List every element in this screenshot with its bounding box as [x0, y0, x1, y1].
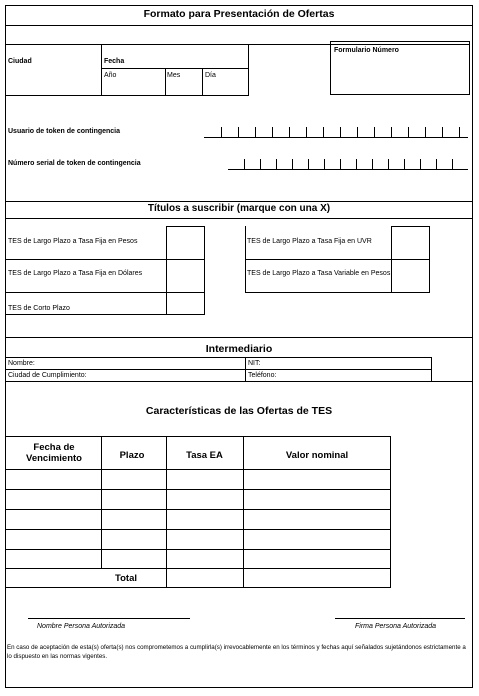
date-box-edge — [248, 44, 249, 96]
divider — [245, 292, 391, 293]
firma-signature-line[interactable] — [335, 618, 465, 619]
anio-field[interactable]: Año — [104, 72, 117, 79]
table-row[interactable] — [6, 490, 390, 509]
divider — [5, 337, 473, 338]
telefono-field[interactable]: Teléfono: — [248, 372, 277, 379]
col-fecha-vencimiento: Fecha de Vencimiento — [26, 442, 82, 464]
tes-largo-variable-label: TES de Largo Plazo a Tasa Variable en Pesos — [247, 270, 391, 277]
divider — [5, 95, 249, 96]
ofertas-heading: Características de las Ofertas de TES — [145, 405, 333, 417]
formulario-label: Formulario Número — [334, 47, 399, 54]
divider — [5, 314, 166, 315]
divider — [5, 357, 432, 358]
col-valor-nominal: Valor nominal — [285, 450, 349, 461]
disclaimer-text: En caso de aceptación de esta(s) oferta(s) nos comprometemos a cumplirla(s) irrevocablemente en los términos y fechas aquí señalados sujetándonos estrictamente a lo dispuesto en las normas vigentes. — [7, 644, 466, 660]
table-row[interactable] — [6, 470, 390, 489]
nit-field[interactable]: NIT: — [248, 360, 261, 367]
tes-largo-dolares-label: TES de Largo Plazo a Tasa Fija en Dólares — [8, 270, 143, 277]
divider — [5, 201, 473, 202]
tes-corto-label: TES de Corto Plazo — [8, 305, 70, 312]
table-row[interactable] — [6, 550, 390, 568]
total-value-cell[interactable] — [244, 569, 390, 587]
divider — [5, 25, 473, 26]
divider — [5, 259, 166, 260]
firma-persona-label: Firma Persona Autorizada — [355, 623, 437, 630]
divider — [101, 44, 102, 96]
tes-largo-uvr-checkbox[interactable] — [391, 226, 430, 260]
total-label: Total — [115, 573, 137, 584]
dia-field[interactable]: Día — [205, 72, 216, 79]
serial-token-label: Número serial de token de contingencia — [8, 160, 141, 167]
fecha-label: Fecha — [104, 58, 125, 65]
serial-token-field[interactable] — [228, 157, 468, 171]
divider — [101, 68, 249, 69]
table-row[interactable] — [6, 510, 390, 529]
tes-largo-uvr-label: TES de Largo Plazo a Tasa Fija en UVR — [247, 238, 372, 245]
titulos-heading: Títulos a suscribir (marque con una X) — [147, 203, 331, 214]
tes-largo-dolares-checkbox[interactable] — [166, 259, 205, 293]
divider — [245, 226, 246, 293]
mes-field[interactable]: Mes — [167, 72, 181, 79]
divider — [165, 68, 166, 96]
ciudad-cumplimiento-field[interactable]: Ciudad de Cumplimiento: — [8, 372, 87, 379]
intermediario-heading: Intermediario — [205, 343, 273, 355]
page-title: Formato para Presentación de Ofertas — [143, 8, 335, 20]
nombre-field[interactable]: Nombre: — [8, 360, 35, 367]
ciudad-label: Ciudad — [8, 58, 32, 65]
table-row[interactable] — [6, 530, 390, 549]
nombre-signature-line[interactable] — [28, 618, 190, 619]
divider — [5, 218, 473, 219]
tes-corto-checkbox[interactable] — [166, 292, 205, 315]
usuario-token-label: Usuario de token de contingencia — [8, 128, 121, 135]
divider — [5, 369, 432, 370]
tes-largo-pesos-label: TES de Largo Plazo a Tasa Fija en Pesos — [8, 238, 138, 245]
divider — [202, 68, 203, 96]
nombre-persona-label: Nombre Persona Autorizada — [37, 623, 126, 630]
tes-largo-variable-checkbox[interactable] — [391, 259, 430, 293]
divider — [5, 292, 166, 293]
divider — [5, 381, 473, 382]
tes-largo-pesos-checkbox[interactable] — [166, 226, 205, 260]
divider — [245, 259, 391, 260]
usuario-token-field[interactable] — [204, 125, 468, 139]
col-tasa-ea: Tasa EA — [186, 450, 223, 461]
col-plazo: Plazo — [119, 450, 145, 461]
